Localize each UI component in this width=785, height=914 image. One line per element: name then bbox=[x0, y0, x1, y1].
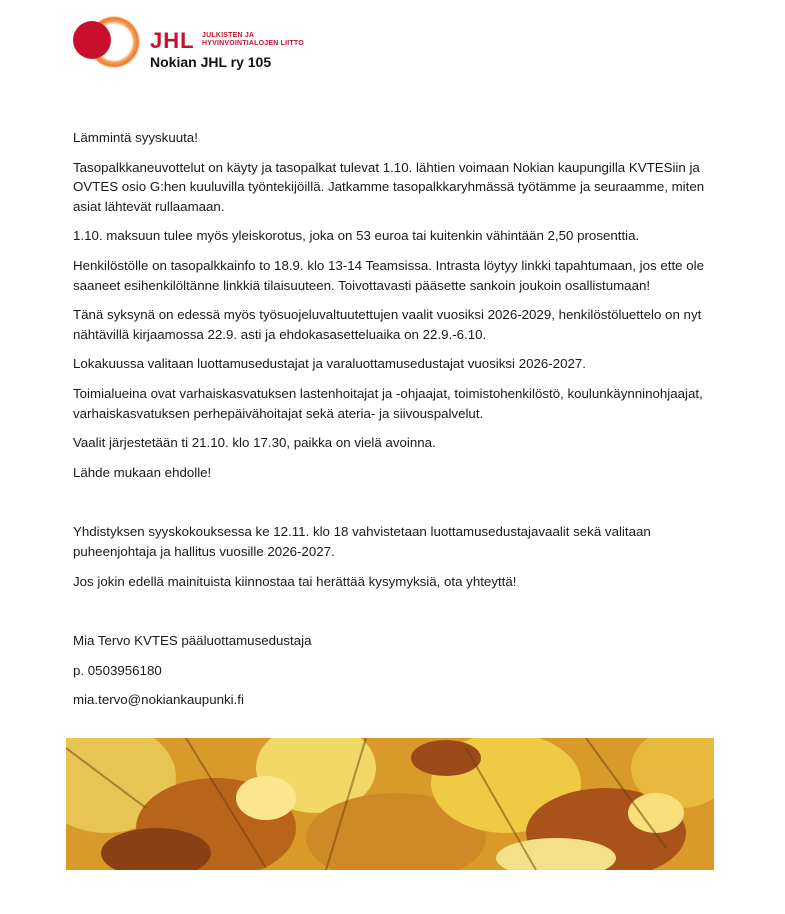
signature-name-title: Mia Tervo KVTES pääluottamusedustaja bbox=[73, 633, 312, 649]
header bbox=[72, 14, 332, 74]
paragraph: Tänä syksynä on edessä myös työsuojeluvaltuutettujen vaalit vuosiksi 2026-2029, henkilöstöluettelo on nyt nähtävillä kirjaamossa 22.9. asti ja ehdokasasetteluaika on 22.9.-6.10. bbox=[73, 307, 702, 342]
autumn-leaves-illustration bbox=[66, 738, 714, 870]
logo-subtitle-line2: HYVINVOINTIALOJEN LIITTO bbox=[202, 40, 304, 47]
spacer bbox=[73, 492, 733, 522]
paragraph: Yhdistyksen syyskokouksessa ke 12.11. klo 18 vahvistetaan luottamusedustajavaalit sekä valitaan puheenjohtaja ja hallitus vuosille 2026-2027. bbox=[73, 524, 651, 559]
paragraph: Jos jokin edellä mainituista kiinnostaa tai herättää kysymyksiä, ota yhteyttä! bbox=[73, 573, 517, 589]
paragraph: 1.10. maksuun tulee myös yleiskorotus, joka on 53 euroa tai kuitenkin vähintään 2,50 prosenttia. bbox=[73, 228, 640, 244]
greeting: Lämmintä syyskuuta! bbox=[73, 130, 198, 145]
organization-name: Nokian JHL ry 105 bbox=[150, 54, 272, 70]
paragraph: Tasopalkkaneuvottelut on käyty ja tasopalkat tulevat 1.10. lähtien voimaan Nokian kaupungilla KVTESiin ja OVTES osio G:hen kuuluvilla työntekijöillä. Jatkamme tasopalkkaryhmässä työtämme ja seuraamme, miten asiat lähtevät rullaamaan. bbox=[73, 159, 705, 214]
paragraph: Toimialueina ovat varhaiskasvatuksen lastenhoitajat ja -ohjaajat, toimistohenkilöstö, koulunkäynninohjaajat, varhaiskasvatuksen perhepäivähoitajat sekä ateria- ja siivouspalvelut. bbox=[73, 385, 703, 421]
logo-subtitle-line1: JULKISTEN JA bbox=[202, 32, 255, 39]
signature-block bbox=[73, 631, 733, 710]
paragraph: Henkilöstölle on tasopalkkainfo to 18.9. klo 13-14 Teamsissa. Intrasta löytyy linkki tapahtumaan, jos ette ole saaneet esihenkilöltänne linkkiä tilaisuuteen. Toivottavasti pääsette sankoin joukoin osallistumaan! bbox=[73, 257, 704, 293]
signature-phone: p. 0503956180 bbox=[73, 662, 162, 678]
letter-body bbox=[73, 128, 733, 720]
signature-email[interactable]: mia.tervo@nokiankaupunki.fi bbox=[73, 692, 244, 708]
paragraph: Lähde mukaan ehdolle! bbox=[73, 464, 212, 480]
logo-subtitle bbox=[202, 32, 312, 48]
paragraph: Lokakuussa valitaan luottamusedustajat ja varaluottamusedustajat vuosiksi 2026-2027. bbox=[73, 356, 586, 372]
autumn-leaves-image bbox=[66, 738, 714, 870]
spacer bbox=[73, 601, 733, 631]
logo-wordmark: JHL bbox=[150, 28, 195, 53]
paragraph: Vaalit järjestetään ti 21.10. klo 17.30, paikka on vielä avoinna. bbox=[73, 435, 436, 451]
jhl-logo-icon bbox=[72, 14, 142, 70]
